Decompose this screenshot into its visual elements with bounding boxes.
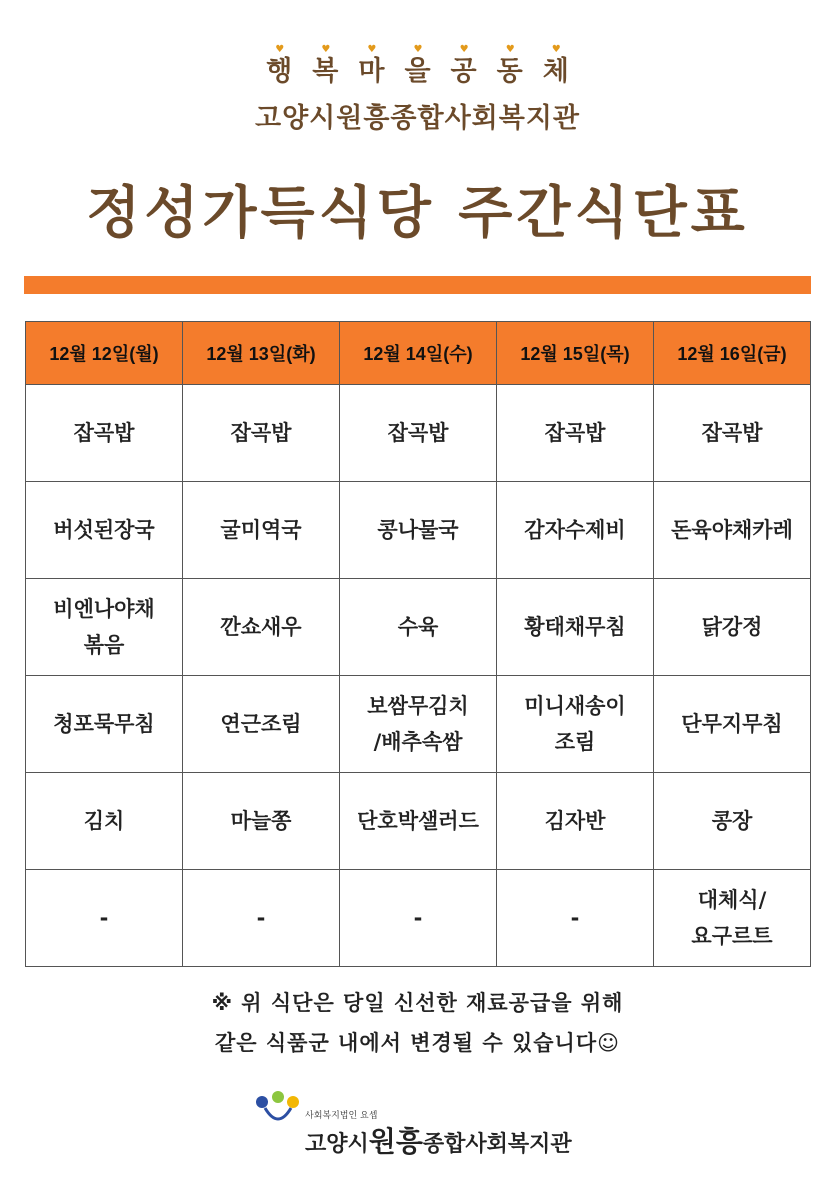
day-header: 12월 12일(월) (26, 322, 183, 385)
menu-cell (26, 773, 183, 870)
table-row (26, 579, 811, 676)
tagline-char: ♥ 을 (404, 44, 431, 87)
table-row (26, 870, 811, 967)
table-row (26, 773, 811, 870)
menu-cell (340, 482, 497, 579)
menu-cell (497, 676, 654, 773)
day-header: 12월 13일(화) (183, 322, 340, 385)
menu-cell (183, 870, 340, 967)
tagline-char: ♥ 동 (496, 44, 523, 87)
menu-cell (183, 482, 340, 579)
menu-item-line: 잡곡밥 (544, 421, 606, 445)
menu-cell (654, 482, 811, 579)
menu-cell (183, 579, 340, 676)
heart-icon: ♥ (367, 44, 377, 55)
menu-cell (497, 773, 654, 870)
menu-item-line: 요구르트 (691, 924, 773, 948)
menu-item-line: 잡곡밥 (701, 421, 763, 445)
menu-item-line: 콩장 (711, 809, 753, 833)
menu-item-line: - (256, 906, 266, 930)
tagline (0, 44, 835, 88)
notice (0, 983, 835, 1063)
menu-cell (183, 676, 340, 773)
heart-icon: ♥ (321, 44, 331, 55)
menu-item-line: - (570, 906, 580, 930)
menu-item-line: 청포묵무침 (53, 712, 155, 736)
menu-cell (26, 482, 183, 579)
menu-item-line: - (99, 906, 109, 930)
menu-cell (340, 870, 497, 967)
menu-cell (654, 676, 811, 773)
heart-icon: ♥ (459, 44, 469, 55)
menu-item-line: 비엔나야채 (53, 597, 155, 621)
menu-cell (26, 870, 183, 967)
table-row (26, 385, 811, 482)
logo-org-suffix: 종합사회복지관 (422, 1132, 572, 1157)
menu-item-line: 굴미역국 (220, 518, 302, 542)
menu-cell (340, 676, 497, 773)
logo-org-emph: 원흥 (368, 1125, 423, 1158)
menu-cell (497, 870, 654, 967)
menu-item-line: 조림 (554, 730, 596, 754)
menu-table (25, 321, 811, 967)
heart-icon: ♥ (551, 44, 561, 55)
menu-cell (497, 385, 654, 482)
menu-item-line: 김치 (83, 809, 125, 833)
notice-line-2: 같은 식품군 내에서 변경될 수 있습니다☺ (214, 1031, 621, 1055)
menu-cell (183, 773, 340, 870)
tagline-char: ♥ 복 (312, 44, 339, 87)
day-header: 12월 15일(목) (497, 322, 654, 385)
tagline-char: ♥ 공 (450, 44, 477, 87)
menu-item-line: 연근조림 (220, 712, 302, 736)
menu-cell (654, 870, 811, 967)
logo-foundation-text: 사회복지법인 요셉 (305, 1111, 378, 1121)
day-header: 12월 16일(금) (654, 322, 811, 385)
menu-cell (654, 773, 811, 870)
table-row (26, 676, 811, 773)
logo-icon (253, 1090, 303, 1134)
orange-divider (24, 276, 811, 294)
menu-item-line: 마늘쫑 (230, 809, 292, 833)
menu-item-line: 잡곡밥 (230, 421, 292, 445)
menu-item-line: 김자반 (544, 809, 606, 833)
menu-item-line: 단무지무침 (681, 712, 783, 736)
menu-item-line: 버섯된장국 (53, 518, 155, 542)
menu-item-line: 대체식/ (697, 888, 767, 912)
logo-org-name (305, 1120, 572, 1160)
menu-cell (26, 676, 183, 773)
menu-item-line: 황태채무침 (524, 615, 626, 639)
menu-item-line: 감자수제비 (524, 518, 626, 542)
menu-cell (183, 385, 340, 482)
menu-cell (340, 773, 497, 870)
menu-item-line: 미니새송이 (524, 694, 626, 718)
menu-item-line: /배추속쌈 (373, 730, 463, 754)
menu-cell (497, 482, 654, 579)
org-name: 고양시원흥종합사회복지관 (255, 103, 580, 134)
menu-cell (26, 579, 183, 676)
tagline-char: ♥ 행 (266, 44, 293, 87)
page-title: 정성가득식당 주간식단표 (86, 181, 749, 246)
menu-item-line: 잡곡밥 (387, 421, 449, 445)
menu-cell (654, 579, 811, 676)
table-row (26, 482, 811, 579)
menu-item-line: - (413, 906, 423, 930)
menu-cell (26, 385, 183, 482)
heart-icon: ♥ (505, 44, 515, 55)
menu-cell (497, 579, 654, 676)
tagline-char: ♥ 마 (358, 44, 385, 87)
menu-item-line: 보쌈무김치 (367, 694, 469, 718)
logo-org-prefix: 고양시 (305, 1132, 369, 1157)
menu-cell (340, 579, 497, 676)
menu-item-line: 잡곡밥 (73, 421, 135, 445)
menu-cell (654, 385, 811, 482)
tagline-char: ♥ 체 (542, 44, 569, 87)
menu-item-line: 단호박샐러드 (357, 809, 479, 833)
day-header: 12월 14일(수) (340, 322, 497, 385)
menu-item-line: 깐쇼새우 (220, 615, 302, 639)
notice-line-1: ※ 위 식단은 당일 신선한 재료공급을 위해 (211, 991, 624, 1015)
menu-cell (340, 385, 497, 482)
heart-icon: ♥ (413, 44, 423, 55)
menu-header-row (26, 322, 811, 385)
menu-item-line: 볶음 (83, 633, 125, 657)
menu-item-line: 콩나물국 (377, 518, 459, 542)
menu-item-line: 돈육야채카레 (671, 518, 793, 542)
menu-item-line: 수육 (397, 615, 439, 639)
menu-item-line: 닭강정 (701, 615, 763, 639)
heart-icon: ♥ (275, 44, 285, 55)
footer-logo (253, 1090, 572, 1160)
